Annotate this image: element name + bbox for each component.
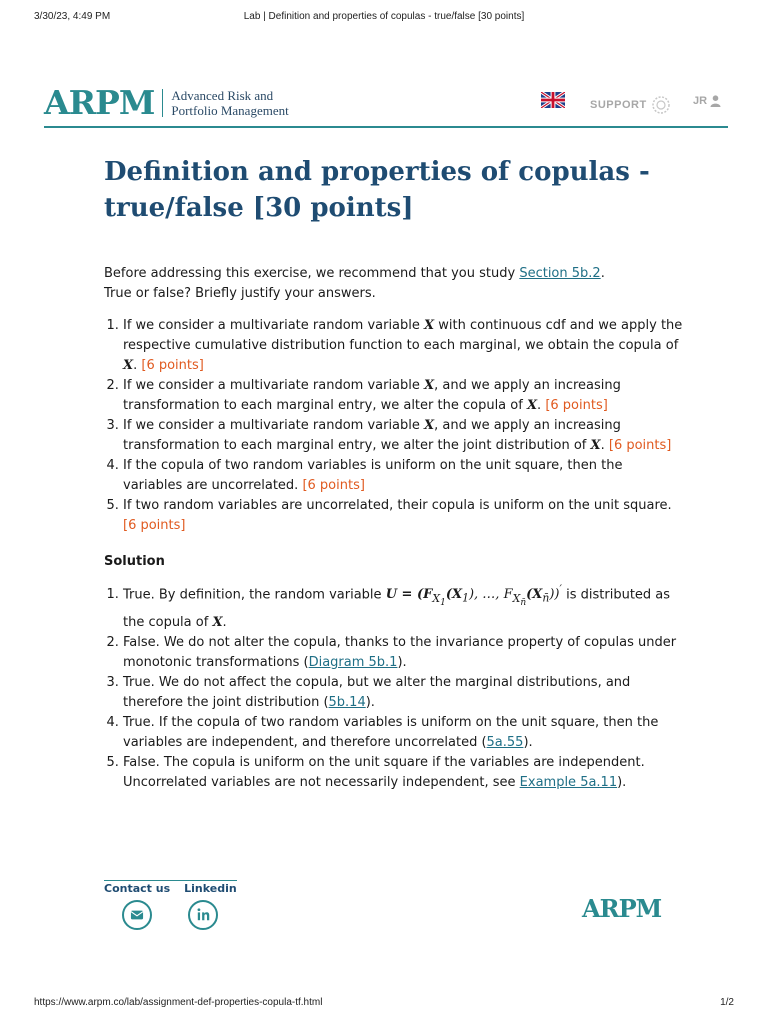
math-variable: X <box>424 418 435 433</box>
math-variable: X <box>424 378 435 393</box>
intro-instruction: True or false? Briefly justify your answers. <box>104 286 376 301</box>
math-u-part: )) <box>549 587 560 603</box>
math-u-part: U = (F <box>385 587 433 603</box>
solution-list <box>104 580 684 793</box>
contact-us-link[interactable]: Contact us <box>104 882 171 895</box>
math-u-part: (X <box>445 587 463 603</box>
page-title: Definition and properties of copulas - true/false [30 points] <box>104 157 650 223</box>
user-menu[interactable] <box>693 95 721 107</box>
solution-text: True. If the copula of two random variables is uniform on the unit square, then the variables are independent, and therefore uncorrelated ( <box>123 715 659 751</box>
linkedin-icon[interactable] <box>188 900 218 930</box>
question-text: If we consider a multivariate random variable <box>123 318 425 333</box>
question-text: If we consider a multivariate random variable <box>123 418 425 433</box>
footer-labels <box>104 880 237 895</box>
question-text: If we consider a multivariate random variable <box>123 378 425 393</box>
eq-5b14-link[interactable]: 5b.14 <box>328 695 366 711</box>
logo-subtitle <box>171 88 288 118</box>
support-label: SUPPORT <box>590 99 647 111</box>
question-item <box>123 416 684 456</box>
math-variable: X <box>212 615 223 631</box>
math-variable: X <box>590 438 601 453</box>
solution-item <box>123 580 684 633</box>
points-label: [6 points] <box>141 358 204 373</box>
math-u-part: X <box>432 591 441 605</box>
math-u-part: X <box>512 591 521 605</box>
question-text: . <box>600 438 605 453</box>
section-5b2-link[interactable]: Section 5b.2 <box>519 266 601 281</box>
intro-paragraph <box>104 264 684 304</box>
envelope-icon[interactable] <box>122 900 152 930</box>
question-text: . <box>537 398 542 413</box>
question-text: , and we apply an increasing transformation to each marginal entry, we alter the joint distribution of <box>123 418 621 453</box>
math-u-part: n̄ <box>542 591 550 605</box>
question-text: , and we apply an increasing transformation to each marginal entry, we alter the copula of <box>123 378 621 413</box>
print-date: 3/30/23, 4:49 PM <box>34 11 111 22</box>
question-item <box>123 496 684 536</box>
solution-item <box>123 713 684 753</box>
solution-item <box>123 633 684 673</box>
points-label: [6 points] <box>545 398 608 413</box>
logo-mark: ARPM <box>44 83 155 122</box>
solution-text: ). <box>617 775 627 791</box>
print-document-title: Lab | Definition and properties of copulas - true/false [30 points] <box>243 11 525 22</box>
solution-item <box>123 673 684 713</box>
footer-icons <box>122 900 242 936</box>
math-u-part: ), …, F <box>468 587 513 603</box>
logo-subtitle-line2: Portfolio Management <box>171 102 289 118</box>
example-5a11-link[interactable]: Example 5a.11 <box>519 775 618 791</box>
points-label: [6 points] <box>302 478 365 493</box>
arpm-logo[interactable] <box>44 83 289 122</box>
question-text: with continuous cdf and we apply the respective cumulative distribution function to each marginal, we obtain the copula of <box>123 318 683 353</box>
solution-text: True. We do not affect the copula, but we alter the marginal distributions, and therefore the joint distribution ( <box>123 675 631 711</box>
solution-text: is distributed as the copula of <box>123 587 671 631</box>
lifebuoy-icon <box>651 95 671 115</box>
math-u-part: n̄ <box>520 598 527 609</box>
logo-subtitle-line1: Advanced Risk and <box>171 87 274 103</box>
diagram-5b1-link[interactable]: Diagram 5b.1 <box>308 655 398 671</box>
print-url: https://www.arpm.co/lab/assignment-def-properties-copula-tf.html <box>34 997 323 1008</box>
user-icon <box>710 95 721 107</box>
exercise-content <box>104 264 684 793</box>
points-label: [6 points] <box>608 438 672 453</box>
question-item <box>123 316 684 376</box>
logo-divider <box>162 89 163 117</box>
solution-text: ). <box>523 735 533 751</box>
uk-flag-icon[interactable] <box>541 92 565 108</box>
eq-5a55-link[interactable]: 5a.55 <box>486 735 524 751</box>
math-u-part: (X <box>526 587 543 603</box>
solution-item <box>123 753 684 793</box>
solution-text: True. By definition, the random variable <box>123 587 386 603</box>
linkedin-link[interactable]: Linkedin <box>184 882 237 895</box>
solution-heading: Solution <box>104 554 165 569</box>
solution-text: . <box>222 615 227 631</box>
print-header <box>34 11 734 25</box>
solution-text: False. We do not alter the copula, thanks to the invariance property of copulas under monotonic transformations ( <box>123 635 677 671</box>
intro-period: . <box>600 266 605 281</box>
question-list <box>104 316 684 536</box>
question-item <box>123 456 684 496</box>
math-variable: X <box>526 398 538 413</box>
intro-text: Before addressing this exercise, we recommend that you study <box>104 266 520 281</box>
points-label: [6 points] <box>123 518 186 533</box>
site-footer <box>104 880 237 895</box>
site-header <box>44 84 728 128</box>
print-footer <box>34 997 734 1011</box>
math-u-part: ′ <box>559 583 562 596</box>
question-text: If the copula of two random variables is uniform on the unit square, then the variables are uncorrelated. <box>123 458 623 493</box>
math-expression-u <box>385 583 562 609</box>
question-text: . <box>133 358 138 373</box>
solution-text: False. The copula is uniform on the unit square if the variables are independent. Uncorrelated variables are not necessarily independent, see <box>123 755 645 791</box>
math-u-part: 1 <box>440 598 446 609</box>
math-variable: X <box>123 358 134 373</box>
footer-logo[interactable]: ARPM <box>582 894 662 923</box>
support-link[interactable] <box>590 95 671 115</box>
user-initials: JR <box>693 95 708 107</box>
solution-text: ). <box>365 695 375 711</box>
math-variable: X <box>424 318 435 333</box>
solution-text: ). <box>397 655 407 671</box>
math-u-part: 1 <box>462 591 469 605</box>
question-item <box>123 376 684 416</box>
question-text: If two random variables are uncorrelated, their copula is uniform on the unit square. <box>123 498 672 513</box>
print-page-number: 1/2 <box>720 997 734 1008</box>
